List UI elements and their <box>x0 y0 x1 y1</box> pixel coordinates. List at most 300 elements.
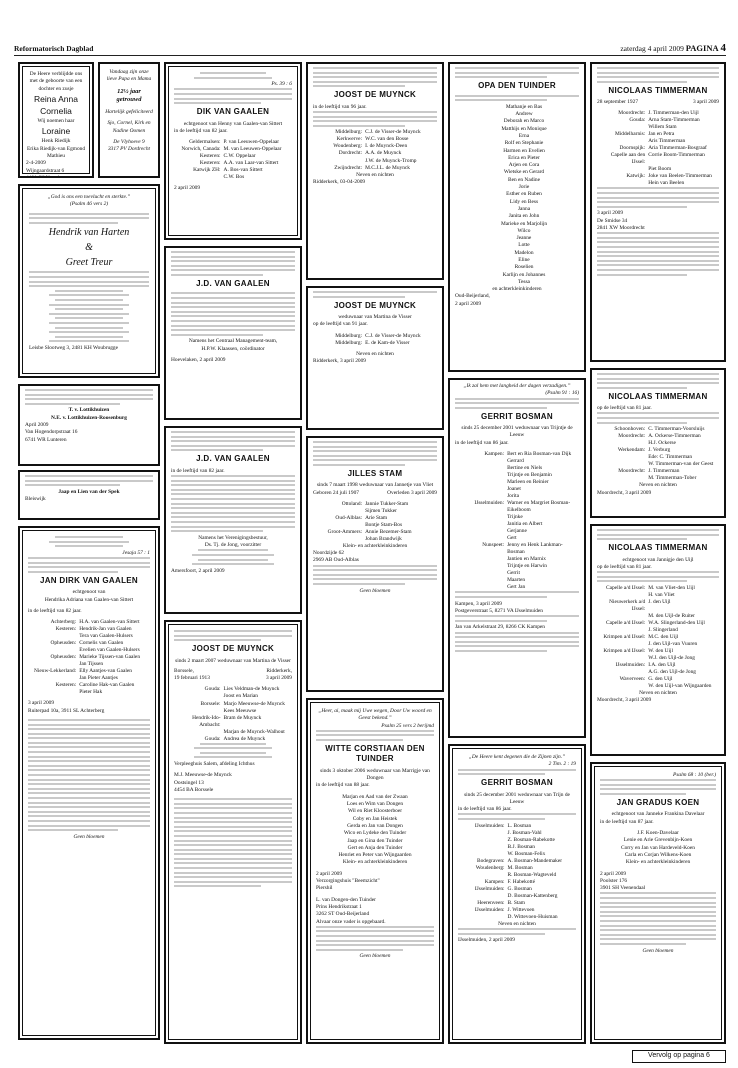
dates-row <box>313 490 437 497</box>
verse-ref: Jesaja 57 : 1 <box>122 549 150 556</box>
family-row-place <box>597 641 648 648</box>
family-row <box>28 626 150 633</box>
place-date: Ridderkerk, 03-04-2009 <box>313 178 366 185</box>
care-home: Verzorgingshuis "Beemzicht" <box>316 878 380 885</box>
family-row-place: IJsselmuiden: <box>474 906 505 913</box>
died-date: 3 april 2009 <box>265 675 292 682</box>
family-row-name: Marjan de Muynck-Walhout <box>223 728 285 735</box>
family-row-name: C.J. de Visser-de Muynck <box>365 332 421 339</box>
death-notice-witte-den-tuinder <box>306 698 444 1044</box>
deceased-role: echtgenoot van Jannigje den Uijl <box>622 556 694 563</box>
grandchild-name: Erna <box>518 132 530 139</box>
deceased-name: JAN DIRK VAN GAALEN <box>39 575 138 585</box>
thanks-city: 6741 WR Lunteren <box>25 436 67 443</box>
family-row-place: Heerenveen: <box>477 899 505 906</box>
grandchild-name: Tessa <box>518 278 530 285</box>
family-row-place: Waverveen: <box>619 676 646 683</box>
family-row-name: Pieter Hak <box>79 689 103 696</box>
died-place: Ridderkerk, <box>266 667 292 674</box>
family-row-place: Dordrecht: <box>338 150 363 157</box>
family-row <box>455 542 579 556</box>
family-row-name: G. Bosman <box>507 885 532 892</box>
family-list <box>28 619 150 696</box>
family-row-name: Joke van Beelen-Timmerman <box>648 173 712 180</box>
place-date: IJsselmuiden, 2 april 2009 <box>458 937 515 944</box>
family-row-place: Nieuw-Lekkerland: <box>34 668 77 675</box>
family-row-name: P. van Leeuwen-Oppelaar <box>223 139 280 146</box>
family-row <box>313 143 437 150</box>
family-row-name: Jan en Petra <box>648 131 675 138</box>
thanks2-city: Bleiswijk <box>25 496 46 503</box>
deceased-age: op de leeftijd van 81 jaar. <box>597 405 652 412</box>
deceased-role: sinds 2 maart 2007 weduwnaar van Martina de Visser <box>175 657 291 664</box>
family-row-place: Achterberg: <box>50 619 77 626</box>
born-place: Borssele, <box>174 667 194 674</box>
anniv-line-4: Sjo, Cornel, Kirk en Nadine Oomen <box>107 120 151 134</box>
family-row <box>455 521 579 528</box>
thanks2-signer: Jaap en Lien van der Spek <box>58 488 120 495</box>
child-name: Marjan en Aad van der Zwaan <box>342 793 408 800</box>
deceased-role: sinds 7 maart 1998 weduwnaar van Jannetje van Vliet <box>316 482 434 489</box>
family-row <box>597 117 719 124</box>
family-row-name: Caroline Hak-van Gaalen <box>79 682 135 689</box>
family-row <box>458 823 576 830</box>
family-row-place <box>455 465 507 472</box>
anniv-city: 3317 PV Dordrecht <box>107 146 151 153</box>
family-row <box>597 426 719 433</box>
family-row <box>313 508 437 515</box>
correspondence-name: M.J. Meeuwse-de Muynck <box>174 772 232 779</box>
child-name: Wico en Lydeke den Tuinder <box>343 830 407 837</box>
grandchild-name: Wietske en Gerard <box>503 169 545 176</box>
nephews: Neven en nichten <box>639 482 677 489</box>
family-row-place <box>458 851 508 858</box>
family-list <box>174 686 292 742</box>
birth-date: 2-4-2009 <box>26 160 46 167</box>
family-row-place: Kesteren: <box>199 160 221 167</box>
family-row-name: Willem Stam <box>648 124 677 131</box>
family-row-place <box>597 655 648 662</box>
family-row <box>597 461 719 468</box>
family-row-place <box>28 633 79 640</box>
family-row-name: Z. Bosman-Rabekotte <box>507 836 555 843</box>
correspondence-name: L. van Dongen-den Tuinder <box>316 896 376 903</box>
family-row <box>313 129 437 136</box>
paper-name: Reformatorisch Dagblad <box>14 44 94 53</box>
family-row-name: L. Bosman <box>507 822 532 829</box>
deceased-name: NICOLAAS TIMMERMAN <box>608 391 708 401</box>
grandchild-name: Esther en Ruben <box>506 191 542 198</box>
family-row-place: Kampen: <box>484 451 505 458</box>
family-row-name: Piet Boom <box>648 166 672 173</box>
deceased-name: DIK VAN GAALEN <box>196 107 270 117</box>
family-row-place: Middelburg: <box>335 339 363 346</box>
family-row-place <box>455 479 507 486</box>
nephews: Neven en nichten <box>356 350 394 357</box>
anniv-address: De Vlyhoeve 9 <box>113 139 145 146</box>
deceased-role: echtgenoot van <box>72 589 106 596</box>
family-row-name: C.W. Bos <box>223 174 245 181</box>
death-notice-nicolaas-timmerman-2 <box>590 368 726 518</box>
grandchild-name: Mathanje en Bas <box>505 103 543 110</box>
family-row-name: Kees Meeuwse <box>223 707 257 714</box>
family-row <box>174 160 292 167</box>
family-row-place <box>458 837 508 844</box>
family-row <box>174 167 292 174</box>
family-row-name: Lies Veldman-de Muynck <box>223 686 280 693</box>
family-row-name: A. Bosman-Mandemaker <box>507 857 563 864</box>
family-row-place: Katwijk ZH: <box>193 167 221 174</box>
deceased-name: OPA DEN TUINDER <box>478 81 556 91</box>
family-row <box>313 340 437 347</box>
family-row <box>455 577 579 584</box>
family-row-name: J. den Uijl <box>648 598 671 605</box>
grandchild-name: Jorie <box>518 184 530 191</box>
family-row <box>597 433 719 440</box>
death-date: 3 april 2009 <box>28 700 55 707</box>
family-row <box>597 683 719 690</box>
city: 2841 XW Moordrecht <box>597 224 645 231</box>
place-date: Moordrecht, 3 april 2009 <box>597 489 652 496</box>
family-row-place <box>597 440 648 447</box>
dates-row <box>174 668 292 683</box>
family-row <box>455 584 579 591</box>
family-row-name: J. Timmerman-den Uijl <box>648 110 699 117</box>
page-date-block <box>620 42 726 54</box>
family-row-name: Annie Bezemer-Stam <box>365 528 412 535</box>
family-row-name: Corrie Boom-Timmerman <box>648 152 705 159</box>
family-row-name: W.J. den Uijl-de Jong <box>648 655 695 662</box>
verse-ref: Ps. 39 : 6 <box>271 81 292 88</box>
verse-ref: Psalm 25 vers 2 berijmd <box>381 722 434 729</box>
family-row-name: Sijmen Tukker <box>365 507 397 514</box>
family-row <box>597 145 719 152</box>
family-row-place <box>455 570 507 577</box>
family-row <box>174 729 292 736</box>
child-name: Corry en Jan van Hardeveld-Koen <box>621 844 695 851</box>
family-row-place: Kampen: <box>484 878 505 885</box>
family-row-name: Hendrik-Jan van Gaalen <box>79 626 132 633</box>
family-row-name: Jan Pieter Aantjes <box>79 675 118 682</box>
family-row-place <box>597 138 648 145</box>
death-address: Ruiterpad 10a, 3911 SL Achterberg <box>28 707 105 714</box>
family-row-place <box>455 514 507 521</box>
family-row <box>597 648 719 655</box>
family-row-place <box>174 729 224 736</box>
child-name: Henriet en Peter van Wijngaarden <box>338 852 412 859</box>
family-row-place: Hendrik-Ido-Ambacht: <box>192 714 221 728</box>
nephews: Neven en nichten <box>356 171 394 178</box>
address: Postgeverstraat 5, 8271 VA IJsselmuiden <box>455 607 543 614</box>
parent-father: Henk Riedijk <box>41 138 71 145</box>
family-row-name: Jenny en Henk Lankman-Bosman <box>507 542 563 556</box>
family-row-name: C.W. Oppelaar <box>223 153 256 160</box>
deceased-role: weduwnaar van Martina de Visser <box>338 313 412 320</box>
family-row <box>313 529 437 536</box>
family-row-place <box>455 577 507 584</box>
visiting-note: Alvaar onze vader is opgebaard. <box>316 918 386 925</box>
date: 3 april 2009 <box>597 210 624 217</box>
family-row-name: B. Stam <box>507 899 525 906</box>
death-notice-opa-den-tuinder <box>448 62 586 372</box>
family-row <box>458 830 576 837</box>
family-row-name: Johan Brandwijk <box>365 535 402 542</box>
family-list <box>597 110 719 187</box>
family-row-place <box>313 158 365 165</box>
child-name: Gert en Anja den Tuinder <box>347 844 403 851</box>
family-row <box>597 152 719 166</box>
deceased-name: NICOLAAS TIMMERMAN <box>608 543 708 553</box>
family-row-name: Bontje Stam-Bos <box>365 521 403 528</box>
family-row-name: Gert <box>507 535 517 542</box>
death-date: 2 april 2009 <box>174 185 201 192</box>
signer-1: Namens het Verenigingsbestuur, <box>198 534 268 541</box>
family-row <box>458 900 576 907</box>
deceased-name: JOOST DE MUYNCK <box>333 90 417 100</box>
closing-note: Geen bloemen <box>642 947 674 954</box>
family-row <box>597 440 719 447</box>
grandchild-name: Deborah en Marco <box>503 118 545 125</box>
correspondence-city: 4454 BA Borssele <box>174 786 214 793</box>
family-row-name: A.A. de Muynck <box>365 150 402 157</box>
family-row-name: Arie Stam <box>365 514 388 521</box>
grandchild-name: Karlijn en Johannes <box>502 271 546 278</box>
verse: „De Heere kent degenen die de Zijnen zijn.” <box>468 754 566 760</box>
place-date: Hoevelaken, 2 april 2009 <box>171 356 226 363</box>
death-notice-joost-de-muynck-1 <box>164 620 302 1044</box>
family-row-name: Marieke Tijssen-van Gaalen <box>79 654 141 661</box>
grandchild-name: Erica en Pieter <box>508 154 540 161</box>
family-row-name: Trijntje en Harwin <box>507 563 548 570</box>
family-row-place <box>455 556 507 563</box>
born-date: 19 februari 1913 <box>174 675 210 682</box>
deceased-name: GERRIT BOSMAN <box>481 411 553 421</box>
family-row <box>597 634 719 641</box>
deceased-role: echtgenoot van Henny van Gaalen-van Sittert <box>183 120 283 127</box>
grandchild-name: Wilco <box>517 227 531 234</box>
verse: „Ik zal hem met langheid der dagen verzadigen.” <box>463 383 571 389</box>
family-row <box>28 682 150 689</box>
family-row-name: H.J. Ockerse <box>648 440 676 447</box>
thanks-signer-1: T. v. Lottikhuizen <box>68 407 110 414</box>
family-row-place <box>455 528 507 535</box>
deceased-age: in de leeftijd van 82 jaar. <box>174 127 228 134</box>
address: Poolster 176 <box>600 877 628 884</box>
family-row <box>313 150 437 157</box>
grandchild-name: Andrew <box>515 111 533 118</box>
child-name: Lenie en Arie Grevenbijn-Koen <box>623 837 693 844</box>
family-row-name: M. van Vliet-den Uijl <box>648 584 695 591</box>
deceased-role: sinds 25 december 2001 weduwnaar van Trijntje de Leeuw <box>461 425 573 439</box>
deceased-age: in de leeftijd van 86 jaar. <box>458 806 512 813</box>
grandchild-name: Roselien <box>514 264 534 271</box>
family-list <box>597 585 719 690</box>
family-row <box>455 472 579 479</box>
deceased-age: in de leeftijd van 88 jaar. <box>316 782 370 789</box>
family-row-name: Gerrit <box>507 570 520 577</box>
closing-note: Geen bloemen <box>73 833 105 840</box>
closing-note: Geen bloemen <box>359 587 391 594</box>
family-row <box>597 676 719 683</box>
family-row <box>597 468 719 475</box>
grandchild-name: Harmen en Evelien <box>503 147 545 154</box>
family-row-name: Trijntje en Benjamin <box>507 472 552 479</box>
family-list <box>455 451 579 591</box>
death-notice-gerrit-bosman-1 <box>448 378 586 738</box>
family-list <box>174 139 292 181</box>
family-row <box>597 454 719 461</box>
deceased-name: JAN GRADUS KOEN <box>616 798 700 808</box>
family-row-place: IJsselmuiden: <box>474 885 505 892</box>
family-row <box>174 701 292 708</box>
thanks-address: Van Hogendorpstraat 16 <box>25 429 78 436</box>
family-row-place <box>455 521 507 528</box>
family-row-name: J. Verburg <box>648 447 671 454</box>
baby-name-second: Cornelia <box>40 105 72 116</box>
family-row-name: Warner en Margriet Bosman-Eikelboom <box>507 500 571 514</box>
family-row-name: Gerjanne <box>507 528 527 535</box>
family-row <box>597 173 719 180</box>
family-row-place: Krimpen a/d IJssel: <box>603 634 646 641</box>
family-row <box>455 528 579 535</box>
family-row <box>455 458 579 465</box>
family-row-place <box>28 647 79 654</box>
issue-date: zaterdag 4 april 2009 <box>620 44 684 53</box>
family-row <box>28 661 150 668</box>
family-row <box>28 640 150 647</box>
family-row <box>458 893 576 900</box>
death-notice-joost-de-muynck-2 <box>306 62 444 280</box>
family-row-name: I. de Muynck-Deen <box>365 143 408 150</box>
signer-2: H.P.W. Klaassen, coördinator <box>201 345 265 352</box>
family-row-name: Tera van Gaalen-Hulsers <box>79 633 133 640</box>
nephews: Neven en nichten <box>639 690 677 697</box>
wedding-groom: Hendrik van Harten <box>48 227 130 239</box>
correspondence-city: 3262 ST Oud-Beijerland <box>316 911 370 918</box>
family-row-place: Schoonhoven: <box>614 426 646 433</box>
family-row-place: Woudenberg: <box>475 864 505 871</box>
family-row <box>313 501 437 508</box>
family-row-name: Evelien van Gaalen-Hulsers <box>79 647 140 654</box>
family-row-name: W. Bosman-Felix <box>507 850 546 857</box>
family-row <box>458 865 576 872</box>
grandchild-name: Jeanne <box>516 235 532 242</box>
anniv-line-3: Hartelijk gefeliciteerd <box>105 109 153 116</box>
page-number: 4 <box>720 42 726 54</box>
family-row-place <box>455 472 507 479</box>
family-row-place <box>174 174 224 181</box>
place: Oud-Beijerland, <box>455 293 490 300</box>
family-row-name: J.W. de Muynck-Tromp <box>365 157 417 164</box>
family-row-name: J. Timmerman <box>648 468 680 475</box>
family-row <box>28 633 150 640</box>
family-row <box>174 708 292 715</box>
family-row-place: Oud-Alblas: <box>335 514 363 521</box>
family-row-place <box>28 675 79 682</box>
family-row <box>455 500 579 514</box>
deceased-age: op de leeftijd van 91 jaar. <box>313 321 368 328</box>
signer-1: Namens het Centraal Management-team, <box>188 338 278 345</box>
family-row-name: Trijnke <box>507 514 523 521</box>
family-row <box>28 689 150 696</box>
family-row <box>597 620 719 627</box>
family-row-place: IJsselmuiden: <box>474 822 505 829</box>
deceased-name: WITTE CORSTIAAN DEN TUINDER <box>325 744 425 764</box>
thank-you-notice-2 <box>18 470 160 520</box>
family-row <box>597 669 719 676</box>
continued-on-page-link[interactable] <box>632 1050 726 1063</box>
family-row-place: Kesteren: <box>55 626 77 633</box>
family-row-name: B.J. Bosman <box>507 843 535 850</box>
family-row <box>313 165 437 172</box>
death-notice-nicolaas-timmerman-1 <box>590 62 726 362</box>
family-row-name: Aria Timmerman-Bosgraaf <box>648 145 707 152</box>
verse: „Heer, ai, maak mij Uwe wegen, Door Uw woord en Geest bekend.” <box>318 708 432 722</box>
family-row-place: Kesteren: <box>55 682 77 689</box>
family-row-place: Moordrecht: <box>618 468 646 475</box>
family-row-place <box>597 592 648 599</box>
family-row-name: C. Timmerman-Voorsluijs <box>648 426 705 433</box>
wedding-ampersand: & <box>85 242 93 254</box>
family-row-place <box>455 493 507 500</box>
born: 28 september 1927 <box>597 99 639 106</box>
family-row-place <box>455 584 507 591</box>
family-row-place <box>28 661 79 668</box>
family-row-place: Groot-Ammers: <box>327 528 363 535</box>
family-row-place: Gouda: <box>204 735 221 742</box>
date: 2 april 2009 <box>316 870 343 877</box>
family-row-place: Kesteren: <box>199 153 221 160</box>
parent-mother: Erika Riedijk-van Egmond <box>26 145 86 152</box>
family-row-name: Jantien en Marnix <box>507 556 546 563</box>
family-row <box>174 693 292 700</box>
family-row <box>458 872 576 879</box>
address: Noordzijde 62 <box>313 550 344 557</box>
family-row-name: D. Bosman-Kattenberg <box>507 892 558 899</box>
address: De Smidse 34 <box>597 217 628 224</box>
deceased-age: in de leeftijd van 87 jaar. <box>600 818 654 825</box>
family-row-place: Middelharnis: <box>614 131 646 138</box>
family-row-name: J. Slingerland <box>648 627 678 634</box>
death-notice-jd-van-gaalen-1 <box>164 246 302 420</box>
family-row-name: Jan Tijssen <box>79 661 104 668</box>
family-row-place <box>458 830 508 837</box>
family-row-place: Moordrecht: <box>618 433 646 440</box>
family-row <box>597 592 719 599</box>
family-row-place: Bodegraven: <box>477 857 505 864</box>
family-row <box>597 599 719 613</box>
family-row <box>597 475 719 482</box>
birth-address: Wijngaardstraat 6 <box>26 167 65 174</box>
family-row-place <box>597 180 648 187</box>
death-notice-joost-de-muynck-3 <box>306 286 444 430</box>
deceased-name: NICOLAAS TIMMERMAN <box>608 85 708 95</box>
grandchildren: Klein- en achterkleinkinderen <box>342 542 408 549</box>
death-notice-jd-van-gaalen-2 <box>164 426 302 614</box>
family-row-name: A. Ockerse-Timmerman <box>648 433 701 440</box>
family-row <box>458 879 576 886</box>
family-row-place <box>597 461 648 468</box>
family-row-name: A. Bos-van Sittert <box>223 167 263 174</box>
family-row-name: M. van Leeuwen-Oppelaar <box>223 146 282 153</box>
family-row-place <box>455 458 507 465</box>
grandchild-name: Lidy en Bess <box>509 198 539 205</box>
grandchild-name: Arjen en Cora <box>508 162 540 169</box>
family-row-place <box>597 166 648 173</box>
anniv-line-2: lieve Papa en Mama <box>106 76 152 83</box>
family-row-name: H.A. van Gaalen-van Sittert <box>79 619 140 626</box>
family-row <box>455 556 579 563</box>
